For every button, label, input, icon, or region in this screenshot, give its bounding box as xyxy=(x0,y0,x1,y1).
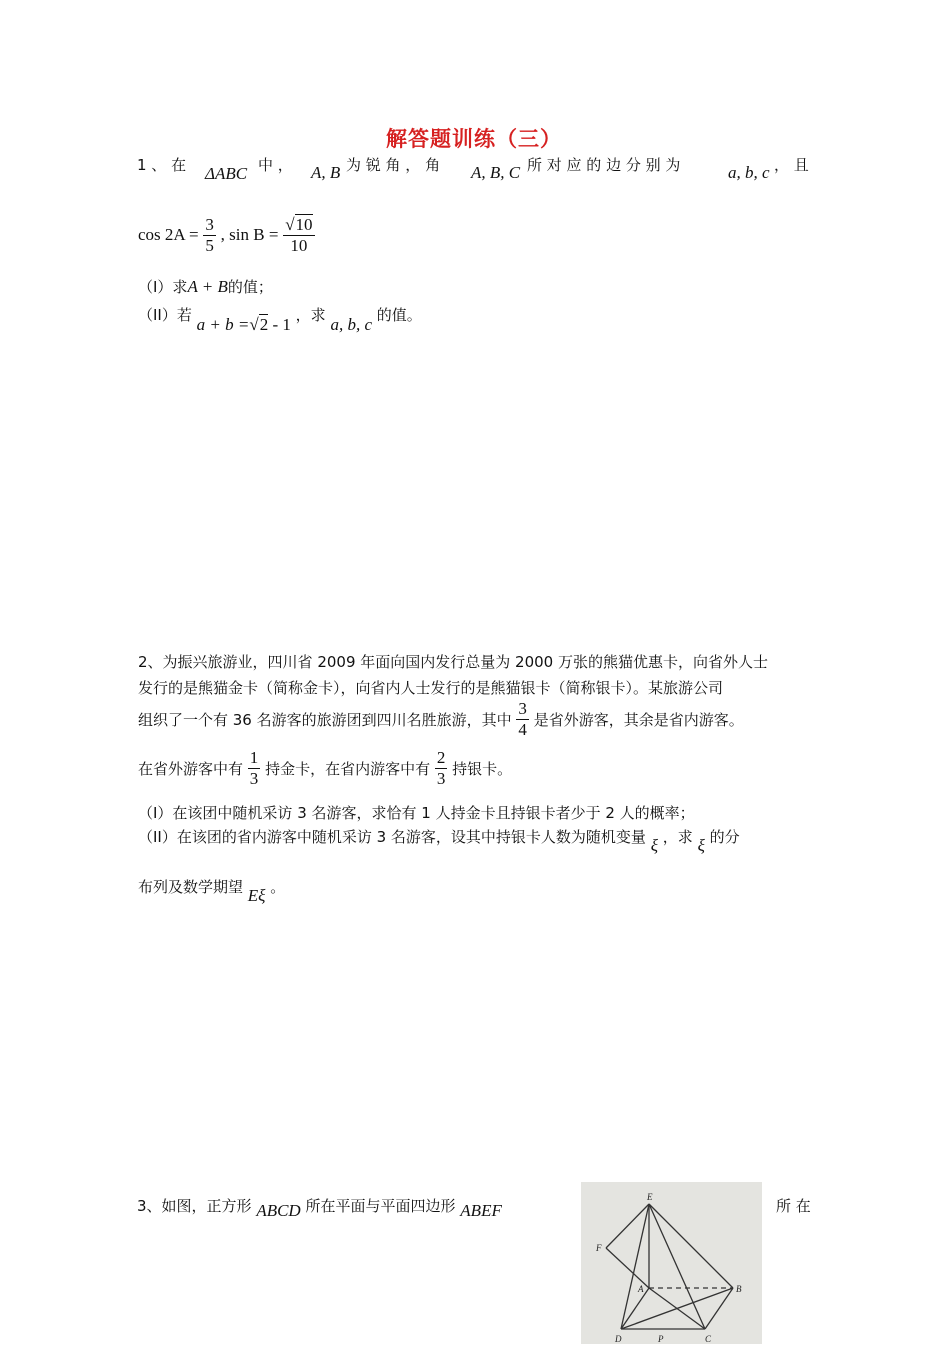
q2-line4-b: 持金卡，在省内游客中有 xyxy=(265,760,431,778)
q2-line-1: 2、为振兴旅游业，四川省 2009 年面向国内发行总量为 2000 万张的熊猫优惠卡，向省外人士 xyxy=(138,653,768,671)
q2-xi-2: ξ xyxy=(697,836,705,855)
q1-part1-suffix: 的值； xyxy=(227,278,273,296)
q2-part2-c: 的分 xyxy=(709,828,740,846)
edge-cb xyxy=(705,1288,733,1329)
q2-part-1: （I）在该团中随机采访 3 名游客，求恰有 1 人持金卡且持银卡者少于 2 人的概率； xyxy=(138,804,695,822)
q1-cos-label: cos 2A = xyxy=(138,225,199,244)
q3-quadrilateral: ABEF xyxy=(460,1201,502,1220)
q2-line-4 xyxy=(138,748,512,789)
q2-line7-end: 。 xyxy=(270,878,286,896)
q1-frac2-num: 10 xyxy=(295,215,313,234)
q2-line-7 xyxy=(138,876,285,906)
q1-triangle: ΔABC xyxy=(205,164,248,183)
q2-xi-1: ξ xyxy=(650,836,658,855)
q1-part-2: （II）若 a + b =√2 - 1 ，求 a, b, c 的值。 xyxy=(138,306,422,334)
q1-part2-ask: ，求 xyxy=(295,306,326,324)
q3-text-a: 3、如图，正方形 xyxy=(137,1197,252,1215)
q1-text-sides: 所 对 应 的 边 分 别 为 xyxy=(527,156,681,174)
q1-given-equation xyxy=(138,214,315,256)
q2-fraction-3-4 xyxy=(516,699,529,740)
edge-ef xyxy=(606,1204,649,1248)
q1-part2-sqrt: 2 xyxy=(259,315,269,334)
q3-line-1 xyxy=(137,1195,502,1221)
q1-part2-expr: a + b = xyxy=(196,315,250,334)
edge-eb xyxy=(649,1204,733,1288)
q1-part2-minus: - 1 xyxy=(268,315,291,334)
edge-ec xyxy=(649,1204,705,1329)
label-d: D xyxy=(615,1334,622,1344)
label-f: F xyxy=(596,1243,602,1253)
q2-frac-den: 4 xyxy=(518,720,527,739)
q1-part1-expr: A + B xyxy=(187,277,228,296)
label-p: P xyxy=(658,1334,664,1344)
q2-part2-b: ，求 xyxy=(662,828,693,846)
q1-text-mid: 中 ， xyxy=(258,156,293,174)
q1-part1-prefix: （I）求 xyxy=(138,278,188,296)
q2-line-3 xyxy=(138,699,744,740)
q2-line4-c: 持银卡。 xyxy=(452,760,513,778)
q2-expectation: Eξ xyxy=(247,886,266,905)
edge-fa xyxy=(606,1248,649,1288)
q3-square: ABCD xyxy=(256,1201,301,1220)
page-title: 解答题训练（三） xyxy=(386,126,562,151)
q1-number: 1 、 在 xyxy=(137,156,187,174)
q2-fraction-1-3 xyxy=(248,748,261,789)
q2-frac2-num: 1 xyxy=(249,748,259,767)
q1-part2-suffix: 的值。 xyxy=(376,306,422,324)
q1-part2-vars: a, b, c xyxy=(330,315,372,334)
label-a: A xyxy=(638,1284,644,1294)
q2-fraction-2-3 xyxy=(435,748,448,789)
q3-text-c: 所 在 xyxy=(776,1197,811,1215)
q1-fraction-sqrt10-10: $\frac{√10}{10}$ xyxy=(285,215,313,255)
q2-line3-b: 是省外游客，其余是省内游客。 xyxy=(533,711,744,729)
q1-part-1 xyxy=(138,276,273,297)
q1-fraction-3-5 xyxy=(203,215,216,256)
q1-text-and: ， 且 xyxy=(774,156,809,174)
q2-frac3-den: 3 xyxy=(436,769,446,788)
q1-sin-label: , sin B = xyxy=(220,225,279,244)
q1-text-acute: 为 锐 角 ， 角 xyxy=(346,156,441,174)
label-c: C xyxy=(705,1334,712,1344)
q1-frac1-den: 5 xyxy=(205,235,214,255)
q1-part2-prefix: （II）若 xyxy=(138,306,192,324)
q1-angles-abc: A, B, C xyxy=(471,163,521,182)
q2-line3-a: 组织了一个有 36 名游客的旅游团到四川名胜旅游，其中 xyxy=(138,711,512,729)
q3-text-b: 所在平面与平面四边形 xyxy=(305,1197,456,1215)
q2-part2-a: （II）在该团的省内游客中随机采访 3 名游客，设其中持银卡人数为随机变量 xyxy=(138,828,646,846)
q2-part-2 xyxy=(138,826,740,856)
q2-frac2-den: 3 xyxy=(249,769,259,788)
q1-frac2-den: 10 xyxy=(290,236,308,255)
q2-line4-a: 在省外游客中有 xyxy=(138,760,244,778)
q2-line-2: 发行的是熊猫金卡（简称金卡），向省内人士发行的是熊猫银卡（简称银卡）。某旅游公司 xyxy=(138,679,724,697)
q3-figure xyxy=(581,1182,762,1344)
q2-frac3-num: 2 xyxy=(436,748,446,767)
q2-line7-text: 布列及数学期望 xyxy=(138,878,244,896)
label-e: E xyxy=(647,1192,653,1202)
edge-db xyxy=(621,1288,733,1329)
q1-sides: a, b, c xyxy=(728,163,770,182)
q2-frac-num: 3 xyxy=(518,699,527,718)
label-b: B xyxy=(736,1284,742,1294)
q1-frac1-num: 3 xyxy=(205,214,214,234)
q1-angles-ab: A, B xyxy=(311,163,341,182)
q3-geometry-diagram xyxy=(581,1182,762,1344)
